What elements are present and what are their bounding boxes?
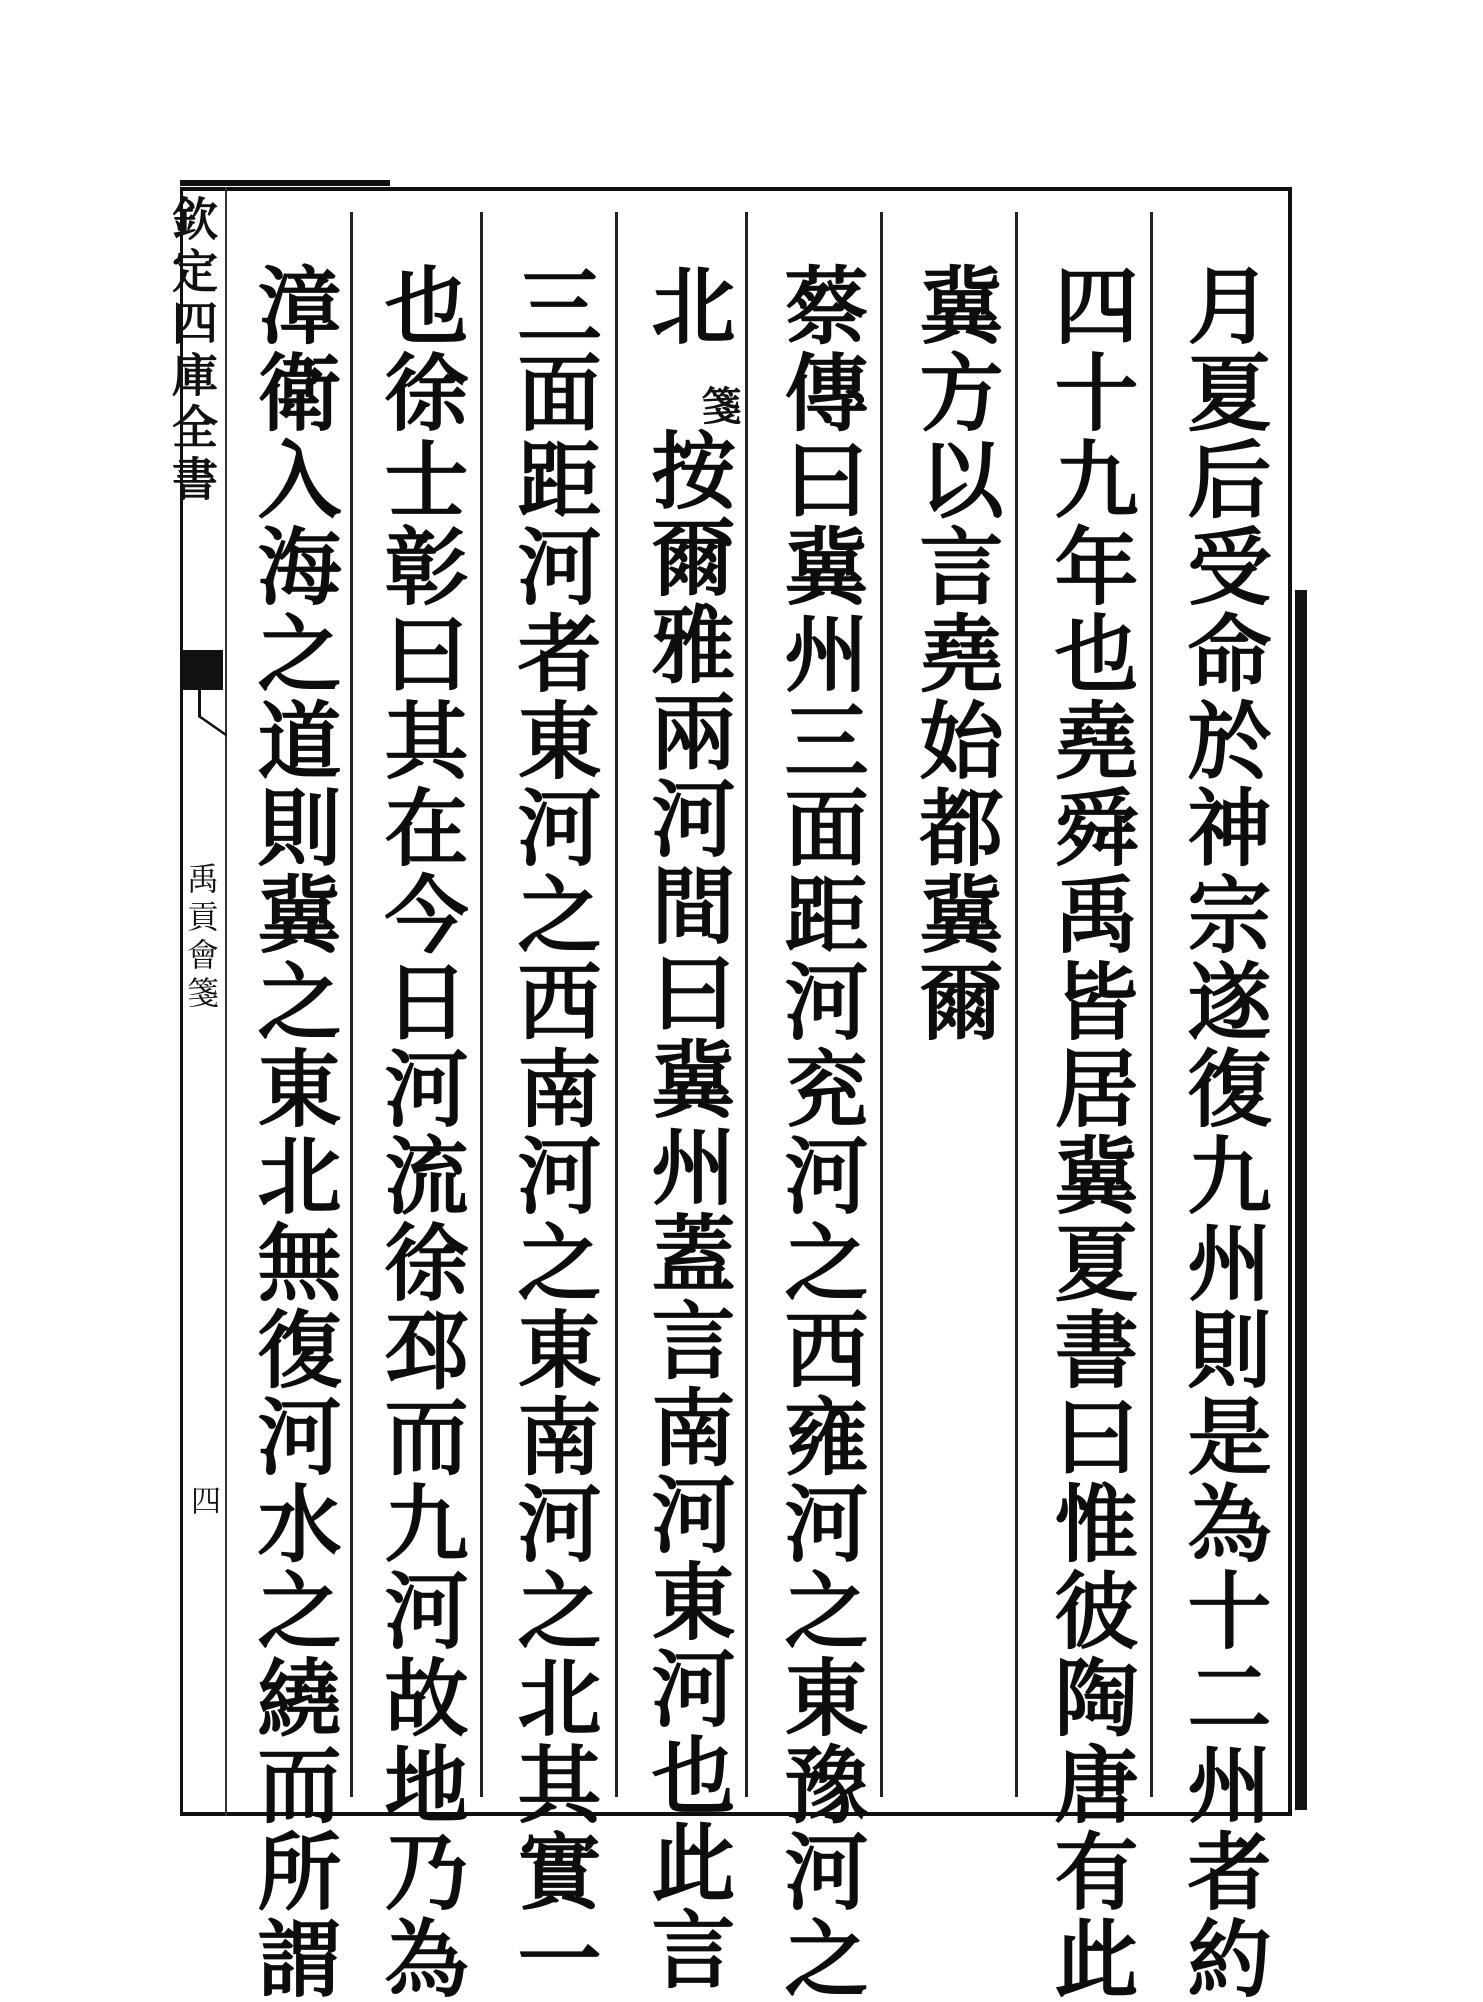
text-column-1 — [1168, 262, 1278, 2002]
text-column-6 — [498, 262, 608, 2002]
margin-divider — [225, 187, 227, 1816]
column-text: 月夏后受命於神宗遂復九州則是為十二州者約 — [1174, 262, 1273, 2002]
column-text: 三面距河者東河之西南河之東南河之北其實一 — [504, 262, 603, 2002]
column-text: 也徐士彰曰其在今日河流徐邳而九河故地乃為 — [371, 262, 470, 2002]
book-title: 禹貢會箋 — [182, 862, 220, 1014]
text-column-4 — [765, 262, 875, 2002]
column-text: 漳衛入海之道則冀之東北無復河水之繞而所謂 — [244, 262, 343, 2002]
text-column-5 — [632, 262, 742, 349]
frame-top-border — [180, 187, 1292, 191]
collection-title: 欽定四庫全書 — [165, 195, 219, 507]
text-column-5b — [632, 427, 742, 1993]
text-column-8 — [238, 262, 348, 2002]
column-rule — [1150, 212, 1153, 1797]
column-text: 冀方以言堯始都冀爾 — [906, 262, 1005, 1045]
column-text: 北 — [638, 262, 737, 349]
annotation-mark: 箋 — [695, 385, 742, 425]
frame-right-border — [1288, 187, 1292, 1816]
text-column-3 — [900, 262, 1010, 1045]
column-rule — [615, 212, 618, 1797]
column-rule — [480, 212, 483, 1797]
column-rule — [1015, 212, 1018, 1797]
column-text: 四十九年也堯舜禹皆居冀夏書曰惟彼陶唐有此 — [1041, 262, 1140, 2002]
frame-top-thick — [180, 180, 390, 186]
text-column-7 — [365, 262, 475, 2002]
column-text: 按爾雅兩河間曰冀州蓋言南河東河也此言 — [638, 427, 737, 1993]
text-column-2 — [1035, 262, 1145, 2002]
column-rule — [880, 212, 883, 1797]
column-rule — [745, 212, 748, 1797]
frame-right-thick — [1295, 590, 1307, 1810]
column-text: 蔡傳曰冀州三面距河兖河之西雍河之東豫河之 — [771, 262, 870, 2002]
page-number: 四 — [185, 1485, 220, 1515]
column-rule — [350, 212, 353, 1797]
